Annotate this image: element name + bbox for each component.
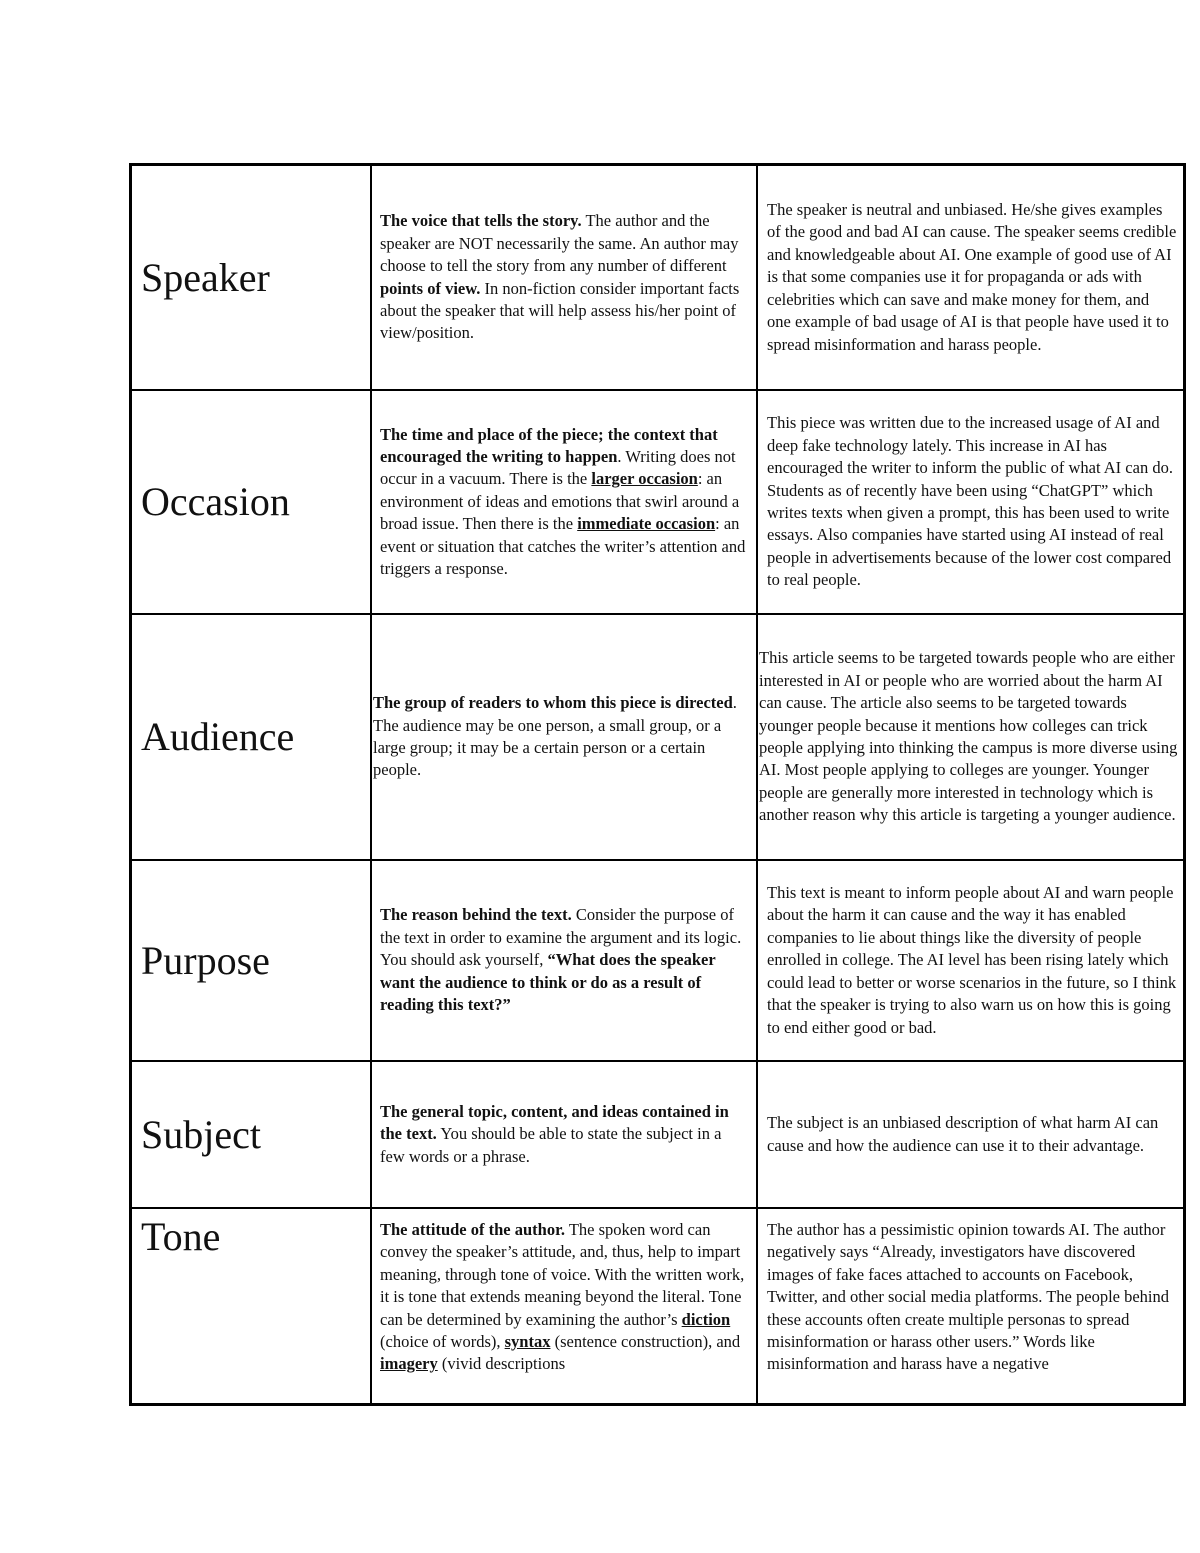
table-row-speaker	[132, 166, 1183, 390]
response-cell-audience: This article seems to be targeted towards people who are either interested in AI or people who are worried about the harm AI can cause. The article also seems to be targeted towards younger people because it mentions how colleges can trick people applying into thinking the campus is more diverse using AI. Most people applying to colleges are younger. Younger people are generally more interested in technology which is another reason why this article is targeting a younger audience.	[757, 614, 1183, 860]
term-tone: Tone	[141, 1214, 221, 1259]
definition-cell-subject	[371, 1061, 757, 1208]
definition-cell-purpose	[371, 860, 757, 1061]
definition-cell-tone	[371, 1208, 757, 1403]
definition-lead: The voice that tells the story.	[380, 211, 582, 231]
analysis-table	[132, 166, 1183, 1403]
table-row-tone	[132, 1208, 1183, 1403]
definition-text: : an environment of ideas and emotions that swirl around a broad issue. Then there is the	[380, 469, 740, 534]
definition-lead: The group of readers to whom this piece is directed	[373, 693, 733, 713]
term-cell	[132, 860, 371, 1061]
definition-underlined: syntax	[504, 1332, 551, 1352]
definition-underlined: immediate occasion	[577, 514, 716, 534]
definition-lead: The general topic, content, and ideas contained in the text.	[380, 1101, 729, 1144]
term-audience: Audience	[141, 714, 295, 759]
term-cell	[132, 390, 371, 614]
definition-underlined: larger occasion	[591, 469, 698, 489]
response-cell-tone: The author has a pessimistic opinion towards AI. The author negatively says “Already, investigators have discovered images of fake faces attached to accounts on Facebook, Twitter, and other social media platforms. The people behind these accounts often create multiple personas to spread misinformation or harass other users.” Words like misinformation and harass have a negative	[757, 1208, 1183, 1403]
term-purpose: Purpose	[141, 937, 270, 983]
definition-bold: points of view.	[380, 278, 481, 298]
definition-text: In non-fiction consider important facts about the speaker that will help assess his/her point of view/position.	[380, 278, 740, 343]
term-cell	[132, 166, 371, 390]
definition-cell-speaker	[371, 166, 757, 390]
definition-text: : an event or situation that catches the writer’s attention and triggers a response.	[380, 514, 746, 579]
definition-text: (choice of words),	[380, 1332, 505, 1352]
response-cell-occasion: This piece was written due to the increased usage of AI and deep fake technology lately. This increase in AI has encouraged the writer to inform the public of what AI can do. Students as of recently have been using “ChatGPT” which writes texts when given a prompt, this has been used to write essays. Also companies have started using AI instead of real people in advertisements because of the lower cost compared to real people.	[757, 390, 1183, 614]
term-cell	[132, 614, 371, 860]
term-subject: Subject	[141, 1111, 261, 1157]
response-cell-purpose: This text is meant to inform people about AI and warn people about the harm it can cause and the way it has enabled companies to lie about things like the diversity of people enrolled in college. The AI level has been rising lately which could lead to better or worse scenarios in the future, so I think that the speaker is trying to also warn us on how this is going to end either good or bad.	[757, 860, 1183, 1061]
definition-lead: The reason behind the text.	[380, 905, 572, 925]
definition-text: . The audience may be one person, a small group, or a large group; it may be a certain person or a certain people.	[373, 693, 737, 780]
definition-text: The author and the speaker are NOT necessarily the same. An author may choose to tell the story from any number of different	[380, 211, 739, 276]
definition-cell-audience	[371, 614, 757, 860]
definition-bold: “What does the speaker want the audience to think or do as a result of reading this text?”	[380, 950, 716, 1015]
definition-text: You should be able to state the subject in a few words or a phrase.	[380, 1124, 722, 1166]
term-cell	[132, 1208, 371, 1403]
response-cell-speaker: The speaker is neutral and unbiased. He/she gives examples of the good and bad AI can cause. The speaker seems credible and knowledgeable about AI. One example of good use of AI is that some companies use it for propaganda or ads with celebrities which can save and make money for them, and one example of bad usage of AI is that people have used it to spread misinformation and harass people.	[757, 166, 1183, 390]
definition-lead: The attitude of the author.	[380, 1220, 566, 1239]
table-row-subject	[132, 1061, 1183, 1208]
response-cell-subject: The subject is an unbiased description of what harm AI can cause and how the audience can use it to their advantage.	[757, 1061, 1183, 1208]
definition-underlined: diction	[681, 1309, 731, 1329]
table-row-occasion	[132, 390, 1183, 614]
term-speaker: Speaker	[141, 254, 270, 300]
definition-text: Consider the purpose of the text in order to examine the argument and its logic. You should ask yourself,	[380, 905, 742, 970]
table-row-purpose	[132, 860, 1183, 1061]
definition-cell-occasion	[371, 390, 757, 614]
definition-text: The spoken word can convey the speaker’s attitude, and, thus, help to impart meaning, through tone of voice. With the written work, it is tone that extends meaning beyond the literal. Tone can be determined by examining the author’s	[380, 1220, 745, 1329]
definition-text: . Writing does not occur in a vacuum. There is the	[380, 446, 736, 489]
definition-text: (vivid descriptions	[437, 1354, 566, 1374]
term-occasion: Occasion	[141, 479, 290, 524]
term-cell	[132, 1061, 371, 1208]
rhetorical-analysis-table	[129, 163, 1186, 1406]
definition-text: (sentence construction), and	[550, 1332, 741, 1352]
table-row-audience	[132, 614, 1183, 860]
definition-lead: The time and place of the piece; the context that encouraged the writing to happen	[380, 424, 718, 466]
definition-underlined: imagery	[380, 1354, 438, 1374]
